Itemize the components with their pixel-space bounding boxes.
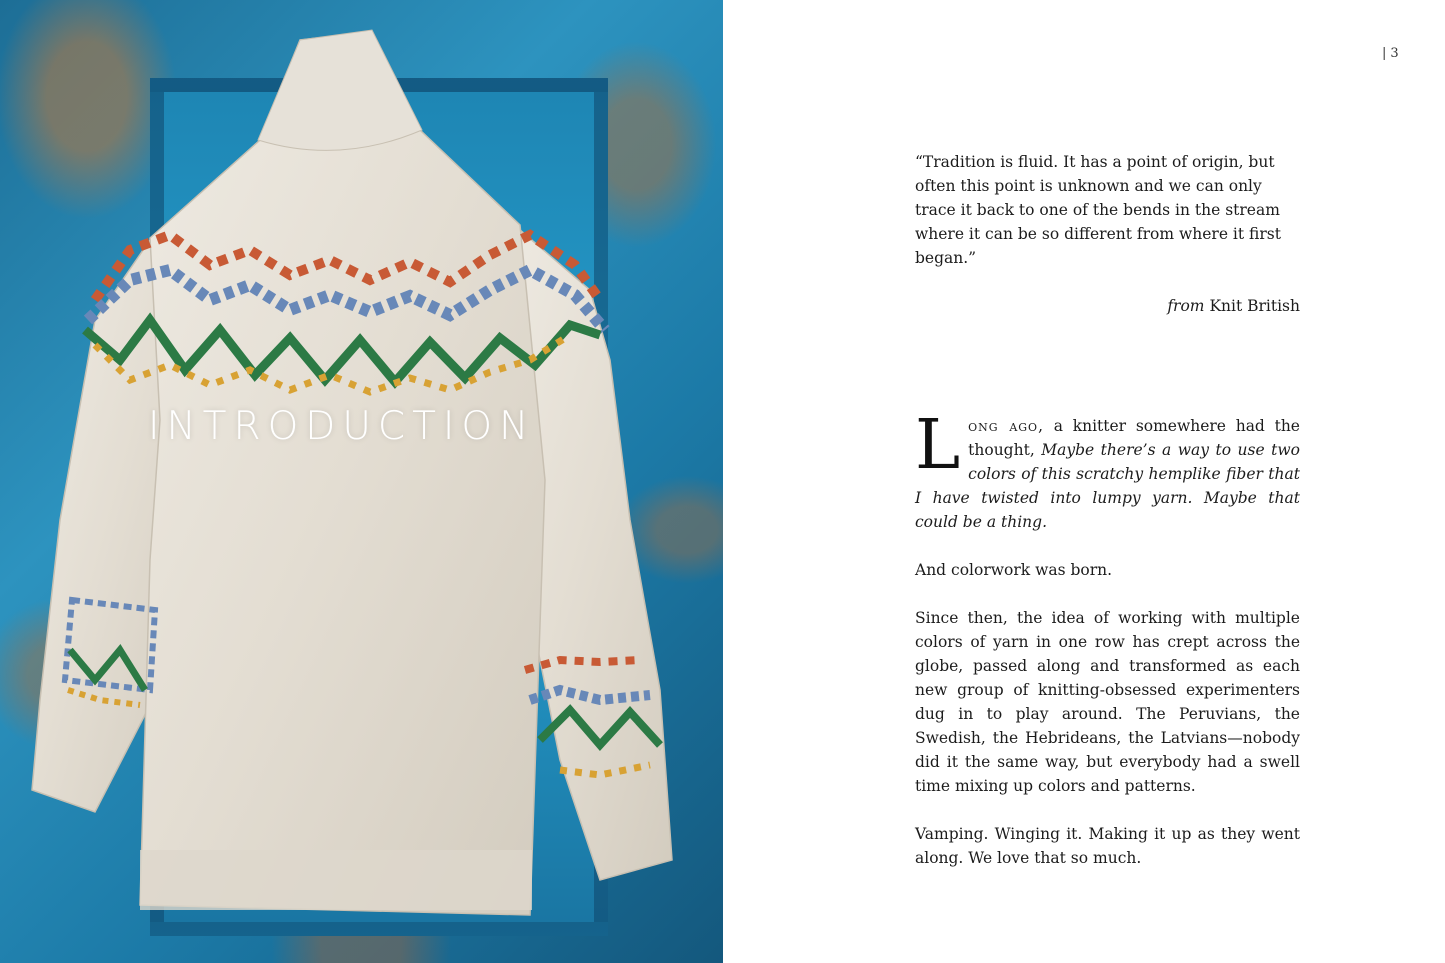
attribution-from: from xyxy=(1167,297,1205,315)
epigraph-attribution xyxy=(915,294,1300,318)
drop-cap: L xyxy=(915,406,961,485)
epigraph-quote: “Tradition is fluid. It has a point of origin, but often this point is unknown and we can only trace it back to one of the bends in the stream where it can be so different from where it first began.” xyxy=(915,153,1281,267)
lead-italic: Maybe there’s a way to use two colors of this scratchy hemplike fiber that I have twisted into lumpy yarn. Maybe that could be a thing. xyxy=(915,441,1300,531)
body-paragraph-3: Since then, the idea of working with multiple colors of yarn in one row has crept across the globe, passed along and transformed as each new group of knitting-obsessed experimenters dug in to play around. The Peruvians, the Swedish, the Hebrideans, the Latvians—nobody did it the same way, but everybody had a swell time mixing up colors and patterns. xyxy=(915,609,1300,795)
text-column xyxy=(915,150,1300,870)
chapter-title: INTRODUCTION xyxy=(148,404,536,449)
lead-paragraph xyxy=(915,406,1300,534)
attribution-source: Knit British xyxy=(1209,297,1300,315)
page-number-value: 3 xyxy=(1390,46,1399,61)
body-paragraph-4: Vamping. Winging it. Making it up as they went along. We love that so much. xyxy=(915,825,1300,867)
page-number xyxy=(1382,46,1399,61)
lead-smallcaps: ong ago, xyxy=(968,417,1044,435)
lead-plain: a knitter somewhere had the thought, xyxy=(968,417,1300,459)
page-number-divider: | xyxy=(1382,46,1387,61)
body-paragraph-2: And colorwork was born. xyxy=(915,561,1113,579)
